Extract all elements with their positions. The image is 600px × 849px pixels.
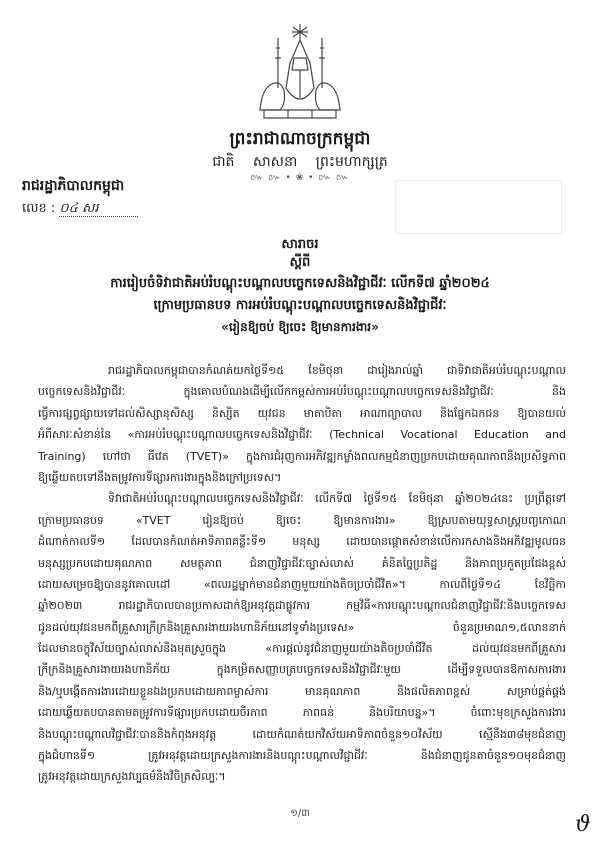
royal-coat-of-arms (250, 18, 350, 132)
text-line: ទិវាជាតិអប់រំបណ្តុះបណ្តាលបច្ចេកទេសនិងវិជ្ជាជីវៈ លើកទី៧ ថ្ងៃទី១៥ ខែមិថុនា ឆ្នាំ២០២៤នេះ ប្រព្រឹត្តទៅ (108, 492, 566, 506)
document-body (38, 360, 566, 788)
paragraph-2 (38, 488, 566, 787)
text-line: ក្រីក្រនិងគ្រួសារងាយរងហានិភ័យ ក្នុងកម្រិតសញ្ញាបត្របច្ចេកទេសនិងវិជ្ជាជីវៈមួយ ដើម្បីទទួលបានឱកាសការងារ (38, 663, 566, 677)
text-line: ឆ្នាំ២០២៣ រាជរដ្ឋាភិបាលបានប្រកាសដាក់ឱ្យអនុវត្តជាផ្លូវការ កម្មវិធី«ការបណ្តុះបណ្តាលជំនាញវិជ្ជាជីវៈនិងបច្ចេកទេស (38, 599, 566, 613)
ornament-divider: ៚ ៚ • ❀ • ៚ ៚ (250, 173, 350, 183)
text-line: ដែលមានចក្ខុវិស័យច្បាស់លាស់និងមុតស្រួចក្នុង «ការផ្តល់នូវជំនាញមួយយ៉ាងតិចប្រចាំជីវិត ដល់យុវជនមកពីគ្រួសារ (38, 642, 566, 656)
page-number: ១/៣ (290, 808, 310, 819)
text-line: ក្នុងជំហានទី១ ត្រូវអនុវត្តដោយក្រសួងការងារនិងបណ្តុះបណ្តាលវិជ្ជាជីវៈ និងជំនាញជូនតាចំនួន១០មុខជំនាញ (38, 749, 566, 763)
subject-label: ស្តីពី (289, 255, 311, 270)
text-line: បច្ចេកទេសនិងវិជ្ជាជីវៈ ក្នុងគោលបំណងដើម្បីលើកកម្ពស់ការអប់រំបណ្តុះបណ្តាលបច្ចេកទេសនិងវិជ្ជាជីវៈ និង (38, 385, 566, 399)
received-stamp (395, 180, 562, 234)
issuing-authority: រាជរដ្ឋាភិបាលកម្ពុជា (22, 178, 125, 194)
text-line: ដោយឆ្លើយតបបានតាមតម្រូវការទីផ្សារប្រកបដោយចីរភាព ភាពធន់ និងបរិយាបន្ន»។ ចំពោះមុខក្រសួងការងារ (38, 706, 566, 720)
document-type: សារាចរ (281, 237, 319, 252)
text-line: ត្រូវអនុវត្តដោយក្រសួងវប្បធម៌និងវិចិត្រសិល្បៈ។ (38, 770, 226, 784)
reference-number-value: ០៤ សរ (59, 201, 138, 217)
reference-number (22, 200, 138, 219)
text-line: ជូនដល់យុវជនមកពីគ្រួសារក្រីក្រនិងគ្រួសារងាយរងហានិភ័យនៅទូទាំងប្រទេស» ចំនួនប្រមាណ១,៥លាននាក់ (38, 620, 566, 634)
text-line: ដោយសម្រេចឱ្យបាននូវគោលដៅ «ពលរដ្ឋម្នាក់មានជំនាញមួយយ៉ាងតិចប្រចាំជីវិត»។ កាលពីថ្ងៃទី១៤ ខែវិច្ឆិកា (38, 577, 566, 591)
text-line: មនុស្សប្រកបដោយគុណភាព សមត្ថភាព ជំនាញវិជ្ជាជីវៈច្បាស់លាស់ គំនិតច្នៃប្រតិដ្ឋ និងភាពប្រកួតប្រជែងខ្ពស់ (38, 556, 566, 570)
national-motto: ជាតិ សាសនា ព្រះមហាក្សត្រ (212, 154, 388, 170)
subject-slogan: «រៀនឱ្យចប់ ឱ្យចេះ ឱ្យមានការងារ» (221, 320, 379, 334)
subject-line-2: ក្រោមប្រធានបទ ការអប់រំបណ្តុះបណ្តាលបច្ចេកទេសនិងវិជ្ជាជីវៈ (153, 298, 447, 313)
text-line: និង/ឬបង្កើតការងារដោយខ្លួនឯងប្រកបដោយភាពម្ចាស់ការ មានគុណភាព និងផលិតភាពខ្ពស់ សម្រាប់ផ្គត់ផ្គង់ (38, 684, 566, 698)
text-line: ដំណាក់កាលទី១ ដែលបានកំណត់អាទិភាពគន្លឹះទី១ មនុស្ស ដោយបានផ្តោតសំខាន់លើការកសាងនិងអភិវឌ្ឍមូលធន (38, 535, 566, 549)
text-line: ធ្វើការផ្សព្វផ្សាយទៅដល់សិស្សានុសិស្ស និស្សិត យុវជន មាតាបិតា អាណាព្យាបាល និងផ្នែកឯកជន ឱ្យបានយល់ (38, 406, 566, 420)
subject-line-1: ការរៀបចំទិវាជាតិអប់រំបណ្តុះបណ្តាលបច្ចេកទេសនិងវិជ្ជាជីវៈ លើកទី៧ ឆ្នាំ២០២៤ (110, 276, 490, 291)
text-line: ក្រោមប្រធានបទ «TVET រៀនឱ្យចប់ ឱ្យចេះ ឱ្យមានការងារ» ឱ្យស្របតាមយុទ្ធសាស្ត្របញ្ចកោណ (38, 513, 566, 527)
handwritten-initial: ϑ (575, 812, 591, 837)
text-line: អំពីសារៈសំខាន់នៃ «ការអប់រំបណ្តុះបណ្តាលបច្ចេកទេសនិងវិជ្ជាជីវៈ (Technical Vocational Education and (38, 428, 566, 442)
kingdom-name: ព្រះរាជាណាចក្រកម្ពុជា (229, 129, 371, 149)
text-line: ឱ្យឆ្លើយតបទៅនឹងតម្រូវការទីផ្សារការងារក្នុងនិងក្រៅប្រទេស។ (38, 470, 282, 484)
paragraph-1 (38, 360, 566, 488)
text-line: រាជរដ្ឋាភិបាលកម្ពុជាបានកំណត់យកថ្ងៃទី១៥ ខែមិថុនា ជារៀងរាល់ឆ្នាំ ជាទិវាជាតិអប់រំបណ្តុះបណ្តាល (108, 364, 566, 377)
text-line: Training) ហៅថា ធីវេត (TVET)» ក្នុងការជំរុញការអភិវឌ្ឍកម្លាំងពលកម្មជំនាញប្រកបដោយគុណភាពនិងប្រសិទ្ធភាព (38, 449, 566, 463)
reference-number-label: លេខ : (22, 201, 56, 216)
text-line: និងបណ្តុះបណ្តាលវិជ្ជាជីវៈបាននិងកំពុងអនុវត្ត ដោយកំណត់យកវិស័យអាទិភាពចំនួន១០វិស័យ ស្មើនឹង៣៨មុខជំនាញ (38, 727, 566, 741)
